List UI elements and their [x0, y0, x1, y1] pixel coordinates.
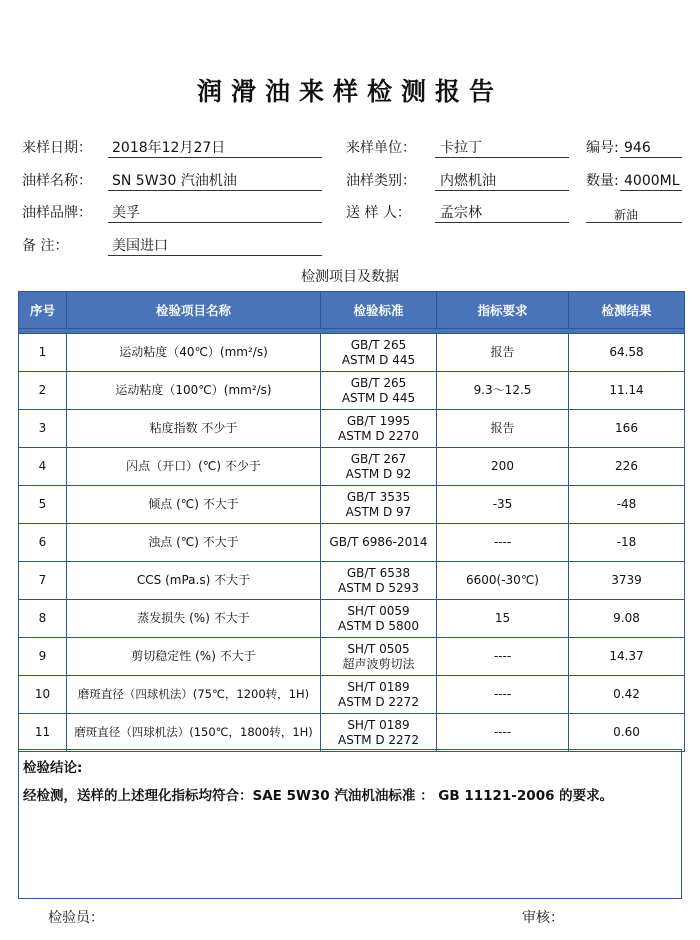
cell-requirement: ----: [437, 714, 569, 752]
table-row: [19, 410, 685, 448]
sender-value: 孟宗林: [440, 205, 482, 221]
standard-line: 超声波剪切法: [342, 656, 415, 671]
oil-type-value: 内燃机油: [440, 173, 496, 189]
standard-line: ASTM D 97: [345, 504, 412, 519]
cell-standard: [321, 714, 437, 752]
cell-no: 7: [19, 562, 67, 600]
sender-label: 送 样 人：: [346, 205, 411, 221]
cell-item: CCS (mPa.s) 不大于: [67, 562, 321, 600]
cell-requirement: ----: [437, 638, 569, 676]
quantity-label: 数量:: [586, 173, 619, 189]
table-row: [19, 448, 685, 486]
table-header-row: [19, 292, 685, 329]
cell-item: 磨斑直径（四球机法）(150℃，1800转，1H): [67, 714, 321, 752]
results-table: [18, 291, 685, 752]
cell-no: 8: [19, 600, 67, 638]
condition-value: 新油: [614, 208, 639, 222]
conclusion-box: [18, 749, 682, 899]
standard-line: ASTM D 2272: [338, 694, 419, 709]
cell-item: 运动粘度（40℃）(mm²/s): [67, 334, 321, 372]
cell-standard: [321, 486, 437, 524]
standard-line: GB/T 3535: [346, 489, 411, 504]
cell-requirement: ----: [437, 524, 569, 562]
cell-standard: [321, 448, 437, 486]
cell-item: 浊点 (℃) 不大于: [67, 524, 321, 562]
cell-standard: [321, 638, 437, 676]
table-row: [19, 676, 685, 714]
date-label: 来样日期：: [22, 140, 92, 156]
table-row: [19, 334, 685, 372]
standard-line: ASTM D 445: [341, 390, 416, 405]
oil-name-underline: [108, 190, 322, 191]
standard-line: ASTM D 5800: [338, 618, 419, 633]
cell-result: 166: [569, 410, 685, 448]
quantity-value: 4000ML: [624, 173, 680, 189]
reviewer-label: 审核：: [522, 910, 564, 926]
cell-result: -18: [569, 524, 685, 562]
col-header-no: 序号: [19, 292, 67, 329]
oil-type-underline: [435, 190, 569, 191]
standard-line: SH/T 0189: [347, 679, 410, 694]
table-row: [19, 562, 685, 600]
cell-item: 倾点 (℃) 不大于: [67, 486, 321, 524]
cell-standard: [321, 410, 437, 448]
col-header-item: 检验项目名称: [67, 292, 321, 329]
cell-item: 粘度指数 不少于: [67, 410, 321, 448]
standard-line: SH/T 0189: [347, 717, 410, 732]
unit-label: 来样单位：: [346, 140, 416, 156]
number-label: 编号:: [586, 140, 619, 156]
cell-no: 3: [19, 410, 67, 448]
cell-result: 226: [569, 448, 685, 486]
unit-value: 卡拉丁: [440, 140, 482, 156]
remark-label: 备 注：: [22, 238, 69, 254]
cell-no: 4: [19, 448, 67, 486]
standard-line: SH/T 0059: [347, 603, 410, 618]
col-header-requirement: 指标要求: [437, 292, 569, 329]
cell-requirement: 报告: [437, 334, 569, 372]
remark-value: 美国进口: [112, 238, 168, 254]
cell-result: 64.58: [569, 334, 685, 372]
oil-name-value: SN 5W30 汽油机油: [112, 173, 237, 189]
table-row: [19, 486, 685, 524]
standard-line: GB/T 265: [350, 375, 407, 390]
cell-result: 0.60: [569, 714, 685, 752]
cell-item: 闪点（开口）(℃) 不少于: [67, 448, 321, 486]
standard-line: GB/T 267: [350, 451, 407, 466]
brand-underline: [108, 222, 322, 223]
report-title: 润滑油来样检测报告: [196, 77, 503, 106]
brand-label: 油样品牌：: [22, 205, 92, 221]
cell-item: 运动粘度（100℃）(mm²/s): [67, 372, 321, 410]
table-row: [19, 638, 685, 676]
number-underline: [620, 157, 682, 158]
remark-underline: [108, 255, 322, 256]
conclusion-text: 经检测，送样的上述理化指标均符合：SAE 5W30 汽油机油标准 ： GB 11121-2006 的要求。: [23, 788, 614, 804]
table-row: [19, 372, 685, 410]
cell-requirement: ----: [437, 676, 569, 714]
cell-requirement: 200: [437, 448, 569, 486]
col-header-result: 检测结果: [569, 292, 685, 329]
cell-no: 9: [19, 638, 67, 676]
standard-line: GB/T 1995: [346, 413, 411, 428]
cell-no: 11: [19, 714, 67, 752]
cell-result: 9.08: [569, 600, 685, 638]
cell-item: 剪切稳定性 (%) 不大于: [67, 638, 321, 676]
cell-result: 0.42: [569, 676, 685, 714]
conclusion-title: 检验结论:: [23, 760, 83, 776]
cell-item: 蒸发损失 (%) 不大于: [67, 600, 321, 638]
date-underline: [108, 157, 322, 158]
cell-standard: [321, 600, 437, 638]
cell-standard: [321, 372, 437, 410]
standard-line: GB/T 265: [350, 337, 407, 352]
brand-value: 美孚: [112, 205, 140, 221]
cell-result: -48: [569, 486, 685, 524]
standard-line: ASTM D 92: [345, 466, 412, 481]
cell-result: 11.14: [569, 372, 685, 410]
oil-name-label: 油样名称：: [22, 173, 92, 189]
table-row: [19, 524, 685, 562]
cell-standard: [321, 676, 437, 714]
cell-result: 3739: [569, 562, 685, 600]
cell-no: 10: [19, 676, 67, 714]
table-row: [19, 600, 685, 638]
standard-line: ASTM D 5293: [338, 580, 419, 595]
col-header-standard: 检验标准: [321, 292, 437, 329]
standard-line: SH/T 0505: [347, 641, 410, 656]
section-title: 检测项目及数据: [301, 269, 399, 285]
cell-standard: [321, 334, 437, 372]
cell-item: 磨斑直径（四球机法）(75℃，1200转，1H): [67, 676, 321, 714]
standard-line: ASTM D 2270: [338, 428, 419, 443]
cell-standard: [321, 562, 437, 600]
oil-type-label: 油样类别：: [346, 173, 416, 189]
standard-line: ASTM D 445: [341, 352, 416, 367]
quantity-underline: [620, 190, 682, 191]
inspector-label: 检验员：: [48, 910, 104, 926]
standard-line: ASTM D 2272: [338, 732, 419, 747]
sender-underline: [435, 222, 569, 223]
cell-standard: GB/T 6986-2014: [321, 524, 437, 562]
table-row: [19, 714, 685, 752]
number-value: 946: [624, 140, 651, 156]
standard-line: GB/T 6538: [346, 565, 411, 580]
cell-result: 14.37: [569, 638, 685, 676]
condition-underline: [586, 222, 682, 223]
cell-no: 1: [19, 334, 67, 372]
cell-requirement: 6600(-30℃): [437, 562, 569, 600]
cell-no: 6: [19, 524, 67, 562]
cell-requirement: 报告: [437, 410, 569, 448]
cell-requirement: 15: [437, 600, 569, 638]
date-value: 2018年12月27日: [112, 140, 226, 156]
cell-no: 5: [19, 486, 67, 524]
cell-requirement: -35: [437, 486, 569, 524]
cell-no: 2: [19, 372, 67, 410]
cell-requirement: 9.3～12.5: [437, 372, 569, 410]
unit-underline: [435, 157, 569, 158]
